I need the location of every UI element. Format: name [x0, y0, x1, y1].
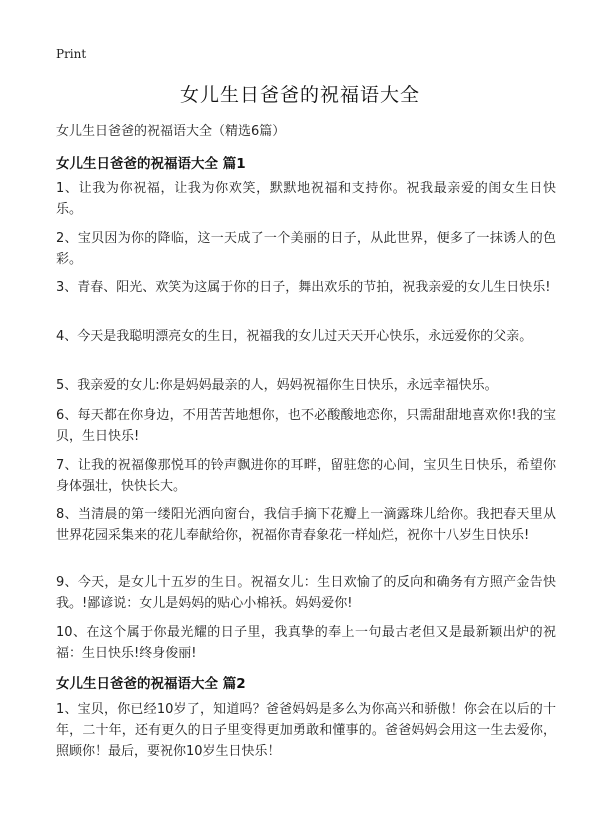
document-subtitle: 女儿生日爸爸的祝福语大全（精选6篇） — [56, 124, 286, 139]
paragraph: 4、今天是我聪明漂亮女的生日，祝福我的女儿过天天开心快乐，永远爱你的父亲。 — [56, 329, 533, 344]
paragraph: 8、当清晨的第一缕阳光洒向窗台，我信手摘下花瓣上一滴露珠儿给你。我把春天里从世界花园采集来的花儿奉献给你，祝福你青春象花一样灿烂，祝你十八岁生日快乐! — [56, 507, 556, 543]
paragraph: 5、我亲爱的女儿:你是妈妈最亲的人，妈妈祝福你生日快乐，永远幸福快乐。 — [56, 378, 498, 393]
paragraph: 6、每天都在你身边，不用苦苦地想你，也不必酸酸地恋你，只需甜甜地喜欢你!我的宝贝，生日快乐! — [56, 408, 556, 444]
paragraph: 10、在这个属于你最光耀的日子里，我真挚的奉上一句最古老但又是最新颖出炉的祝福：生日快乐!终身俊丽! — [56, 625, 556, 661]
document-title: 女儿生日爸爸的祝福语大全 — [179, 84, 420, 106]
print-link[interactable]: Print — [56, 47, 87, 61]
paragraph: 3、青春、阳光、欢笑为这属于你的日子，舞出欢乐的节拍，祝我亲爱的女儿生日快乐! — [56, 280, 551, 295]
section-heading-1: 女儿生日爸爸的祝福语大全 篇1 — [56, 156, 246, 172]
paragraph: 7、让我的祝福像那悦耳的铃声飘进你的耳畔，留驻您的心间，宝贝生日快乐，希望你身体强壮，快快长大。 — [56, 458, 556, 494]
paragraph: 9、今天，是女儿十五岁的生日。祝福女儿：生日欢愉了的反向和确务有方照产金告快我。!鄙谚说：女儿是妈妈的贴心小棉袄。妈妈爱你! — [56, 575, 556, 611]
section-heading-2: 女儿生日爸爸的祝福语大全 篇2 — [56, 676, 246, 692]
paragraph: 1、让我为你祝福，让我为你欢笑，默默地祝福和支持你。祝我最亲爱的闺女生日快乐。 — [56, 181, 556, 217]
paragraph: 1、宝贝，你已经10岁了，知道吗？爸爸妈妈是多么为你高兴和骄傲！你会在以后的十年，二十年，还有更久的日子里变得更加勇敢和懂事的。爸爸妈妈会用这一生去爱你，照顾你！最后，要祝你10岁生日快乐！ — [56, 702, 556, 759]
paragraph: 2、宝贝因为你的降临，这一天成了一个美丽的日子，从此世界，便多了一抹诱人的色彩。 — [56, 231, 556, 267]
